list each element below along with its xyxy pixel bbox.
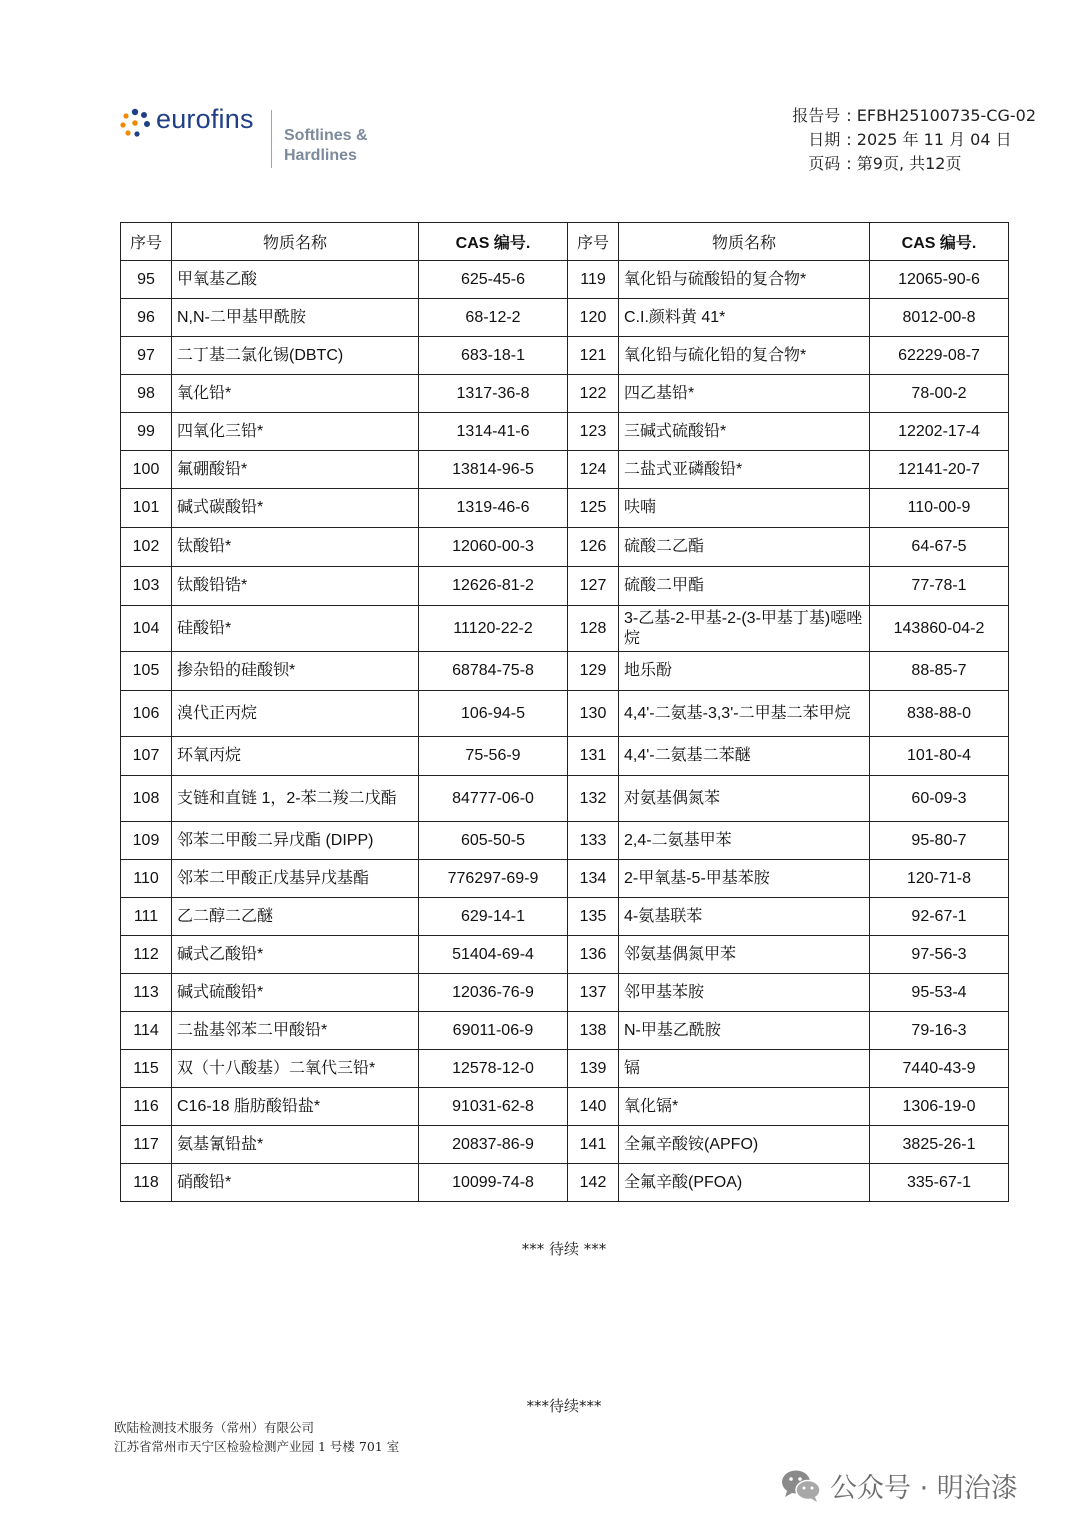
table-row bbox=[121, 489, 1009, 528]
cell-name-right: 氧化镉* bbox=[619, 1088, 870, 1126]
cell-name-left: 四氧化三铅* bbox=[172, 413, 419, 451]
cell-name-left: C16-18 脂肪酸铅盐* bbox=[172, 1088, 419, 1126]
cell-cas-left: 84777-06-0 bbox=[419, 776, 568, 822]
eurofins-dots-icon bbox=[120, 108, 152, 138]
cell-name-right: 硫酸二乙酯 bbox=[619, 528, 870, 567]
report-date-value: : 2025 年 11 月 04 日 bbox=[846, 130, 1012, 149]
cell-name-right: 4-氨基联苯 bbox=[619, 898, 870, 936]
table-row bbox=[121, 337, 1009, 375]
cell-cas-left: 51404-69-4 bbox=[419, 936, 568, 974]
cell-no-left: 97 bbox=[121, 337, 172, 375]
cell-name-right: 地乐酚 bbox=[619, 652, 870, 691]
cell-cas-left: 10099-74-8 bbox=[419, 1164, 568, 1202]
table-body bbox=[121, 261, 1009, 1202]
cell-cas-left: 776297-69-9 bbox=[419, 860, 568, 898]
cell-name-right: 呋喃 bbox=[619, 489, 870, 528]
table-row bbox=[121, 567, 1009, 606]
cell-cas-left: 68784-75-8 bbox=[419, 652, 568, 691]
cell-cas-right: 1306-19-0 bbox=[870, 1088, 1009, 1126]
cell-no-left: 105 bbox=[121, 652, 172, 691]
cell-name-left: 环氧丙烷 bbox=[172, 737, 419, 776]
table-row bbox=[121, 860, 1009, 898]
cell-name-right: 对氨基偶氮苯 bbox=[619, 776, 870, 822]
cell-no-left: 101 bbox=[121, 489, 172, 528]
cell-cas-right: 110-00-9 bbox=[870, 489, 1009, 528]
cell-name-left: 乙二醇二乙醚 bbox=[172, 898, 419, 936]
table-row bbox=[121, 1012, 1009, 1050]
cell-no-right: 135 bbox=[568, 898, 619, 936]
cell-cas-left: 69011-06-9 bbox=[419, 1012, 568, 1050]
cell-name-left: 钛酸铅* bbox=[172, 528, 419, 567]
cell-no-left: 111 bbox=[121, 898, 172, 936]
table-row bbox=[121, 652, 1009, 691]
cell-name-left: 邻苯二甲酸正戊基异戊基酯 bbox=[172, 860, 419, 898]
cell-cas-right: 62229-08-7 bbox=[870, 337, 1009, 375]
cell-cas-right: 77-78-1 bbox=[870, 567, 1009, 606]
continued-marker: *** 待续 *** bbox=[521, 1240, 607, 1258]
table-row bbox=[121, 1126, 1009, 1164]
cell-no-left: 110 bbox=[121, 860, 172, 898]
table-row bbox=[121, 413, 1009, 451]
cell-name-right: 4,4'-二氨基-3,3'-二甲基二苯甲烷 bbox=[619, 691, 870, 737]
cell-cas-left: 625-45-6 bbox=[419, 261, 568, 299]
cell-cas-right: 95-53-4 bbox=[870, 974, 1009, 1012]
page-number-label: 页码 bbox=[808, 154, 841, 173]
table-header-row bbox=[121, 223, 1009, 261]
logo-wordmark: eurofins bbox=[156, 104, 254, 134]
report-date-row bbox=[772, 128, 1036, 152]
cell-name-left: 溴代正丙烷 bbox=[172, 691, 419, 737]
continued-marker-footer: ***待续*** bbox=[526, 1397, 602, 1415]
cell-name-left: 支链和直链 1，2-苯二羧二戊酯 bbox=[172, 776, 419, 822]
cell-name-left: 碱式乙酸铅* bbox=[172, 936, 419, 974]
col-header-name-left: 物质名称 bbox=[172, 223, 419, 261]
cell-cas-left: 11120-22-2 bbox=[419, 606, 568, 652]
cell-name-right: 3-乙基-2-甲基-2-(3-甲基丁基)噁唑烷 bbox=[619, 606, 870, 652]
cell-no-left: 114 bbox=[121, 1012, 172, 1050]
cell-no-right: 139 bbox=[568, 1050, 619, 1088]
cell-cas-right: 60-09-3 bbox=[870, 776, 1009, 822]
report-number-value: : EFBH25100735-CG-02 bbox=[846, 106, 1036, 125]
cell-no-left: 104 bbox=[121, 606, 172, 652]
table-row bbox=[121, 936, 1009, 974]
cell-cas-right: 12065-90-6 bbox=[870, 261, 1009, 299]
cell-no-right: 136 bbox=[568, 936, 619, 974]
cell-no-right: 142 bbox=[568, 1164, 619, 1202]
cell-name-right: 邻氨基偶氮甲苯 bbox=[619, 936, 870, 974]
cell-no-right: 132 bbox=[568, 776, 619, 822]
report-number-label: 报告号 bbox=[792, 106, 841, 125]
cell-cas-left: 605-50-5 bbox=[419, 822, 568, 860]
logo-division bbox=[284, 126, 368, 166]
cell-cas-right: 95-80-7 bbox=[870, 822, 1009, 860]
table-row bbox=[121, 822, 1009, 860]
table-row bbox=[121, 1050, 1009, 1088]
cell-name-right: N-甲基乙酰胺 bbox=[619, 1012, 870, 1050]
cell-no-right: 122 bbox=[568, 375, 619, 413]
cell-cas-right: 335-67-1 bbox=[870, 1164, 1009, 1202]
cell-name-right: 三碱式硫酸铅* bbox=[619, 413, 870, 451]
cell-no-right: 133 bbox=[568, 822, 619, 860]
cell-cas-left: 106-94-5 bbox=[419, 691, 568, 737]
cell-name-left: 二丁基二氯化锡(DBTC) bbox=[172, 337, 419, 375]
cell-name-right: 硫酸二甲酯 bbox=[619, 567, 870, 606]
company-name: 欧陆检测技术服务（常州）有限公司 bbox=[114, 1420, 315, 1435]
col-header-no-left: 序号 bbox=[121, 223, 172, 261]
cell-cas-left: 12578-12-0 bbox=[419, 1050, 568, 1088]
cell-no-left: 106 bbox=[121, 691, 172, 737]
table-row bbox=[121, 451, 1009, 489]
cell-name-right: 氧化铅与硫酸铅的复合物* bbox=[619, 261, 870, 299]
cell-cas-right: 838-88-0 bbox=[870, 691, 1009, 737]
cell-no-left: 102 bbox=[121, 528, 172, 567]
cell-no-right: 141 bbox=[568, 1126, 619, 1164]
cell-cas-left: 629-14-1 bbox=[419, 898, 568, 936]
cell-no-left: 113 bbox=[121, 974, 172, 1012]
cell-no-right: 137 bbox=[568, 974, 619, 1012]
cell-no-left: 103 bbox=[121, 567, 172, 606]
cell-no-right: 129 bbox=[568, 652, 619, 691]
cell-cas-right: 79-16-3 bbox=[870, 1012, 1009, 1050]
cell-cas-left: 13814-96-5 bbox=[419, 451, 568, 489]
cell-name-left: 氟硼酸铅* bbox=[172, 451, 419, 489]
cell-cas-right: 78-00-2 bbox=[870, 375, 1009, 413]
table-row bbox=[121, 1088, 1009, 1126]
cell-name-left: 钛酸铅锆* bbox=[172, 567, 419, 606]
cell-no-left: 99 bbox=[121, 413, 172, 451]
substance-table bbox=[120, 222, 1009, 1202]
cell-name-left: 氨基氰铅盐* bbox=[172, 1126, 419, 1164]
company-info bbox=[114, 1418, 399, 1456]
cell-name-left: 掺杂铅的硅酸钡* bbox=[172, 652, 419, 691]
cell-name-left: 碱式硫酸铅* bbox=[172, 974, 419, 1012]
cell-name-right: 4,4'-二氨基二苯醚 bbox=[619, 737, 870, 776]
cell-no-right: 119 bbox=[568, 261, 619, 299]
company-address: 江苏省常州市天宁区检验检测产业园 1 号楼 701 室 bbox=[114, 1439, 400, 1454]
cell-cas-left: 1314-41-6 bbox=[419, 413, 568, 451]
cell-name-right: 二盐式亚磷酸铅* bbox=[619, 451, 870, 489]
cell-cas-right: 120-71-8 bbox=[870, 860, 1009, 898]
cell-name-left: 二盐基邻苯二甲酸铅* bbox=[172, 1012, 419, 1050]
cell-no-left: 112 bbox=[121, 936, 172, 974]
cell-cas-left: 68-12-2 bbox=[419, 299, 568, 337]
cell-no-right: 127 bbox=[568, 567, 619, 606]
cell-cas-right: 3825-26-1 bbox=[870, 1126, 1009, 1164]
logo-division-line1: Softlines & bbox=[284, 127, 368, 144]
cell-no-left: 118 bbox=[121, 1164, 172, 1202]
cell-cas-right: 143860-04-2 bbox=[870, 606, 1009, 652]
cell-name-right: 全氟辛酸(PFOA) bbox=[619, 1164, 870, 1202]
cell-no-right: 138 bbox=[568, 1012, 619, 1050]
cell-cas-left: 91031-62-8 bbox=[419, 1088, 568, 1126]
cell-no-left: 108 bbox=[121, 776, 172, 822]
cell-cas-right: 7440-43-9 bbox=[870, 1050, 1009, 1088]
cell-cas-right: 101-80-4 bbox=[870, 737, 1009, 776]
cell-no-left: 96 bbox=[121, 299, 172, 337]
col-header-no-right: 序号 bbox=[568, 223, 619, 261]
cell-no-right: 130 bbox=[568, 691, 619, 737]
col-header-cas-right: CAS 编号. bbox=[870, 223, 1009, 261]
cell-name-left: 硝酸铅* bbox=[172, 1164, 419, 1202]
page-number-value: : 第9页, 共12页 bbox=[846, 154, 962, 173]
cell-no-right: 121 bbox=[568, 337, 619, 375]
cell-cas-left: 683-18-1 bbox=[419, 337, 568, 375]
table-row bbox=[121, 691, 1009, 737]
cell-name-left: 碱式碳酸铅* bbox=[172, 489, 419, 528]
cell-name-left: 硅酸铅* bbox=[172, 606, 419, 652]
cell-name-right: 全氟辛酸铵(APFO) bbox=[619, 1126, 870, 1164]
wechat-watermark bbox=[780, 1466, 1018, 1505]
table-row bbox=[121, 737, 1009, 776]
cell-cas-right: 8012-00-8 bbox=[870, 299, 1009, 337]
report-meta bbox=[772, 104, 1036, 176]
cell-no-right: 126 bbox=[568, 528, 619, 567]
eurofins-logo bbox=[120, 104, 420, 168]
cell-no-left: 115 bbox=[121, 1050, 172, 1088]
cell-cas-left: 20837-86-9 bbox=[419, 1126, 568, 1164]
cell-no-left: 107 bbox=[121, 737, 172, 776]
watermark-text: 公众号 · 明治漆 bbox=[830, 1473, 1018, 1504]
cell-cas-right: 12202-17-4 bbox=[870, 413, 1009, 451]
cell-no-right: 128 bbox=[568, 606, 619, 652]
cell-no-left: 100 bbox=[121, 451, 172, 489]
cell-no-left: 116 bbox=[121, 1088, 172, 1126]
cell-cas-left: 1317-36-8 bbox=[419, 375, 568, 413]
cell-cas-left: 75-56-9 bbox=[419, 737, 568, 776]
cell-cas-right: 97-56-3 bbox=[870, 936, 1009, 974]
cell-name-right: C.I.颜料黄 41* bbox=[619, 299, 870, 337]
report-number-row bbox=[772, 104, 1036, 128]
cell-cas-left: 12626-81-2 bbox=[419, 567, 568, 606]
cell-cas-left: 1319-46-6 bbox=[419, 489, 568, 528]
table-row bbox=[121, 776, 1009, 822]
cell-name-right: 四乙基铅* bbox=[619, 375, 870, 413]
page-number-row bbox=[772, 152, 1036, 176]
cell-name-left: 氧化铅* bbox=[172, 375, 419, 413]
cell-no-left: 109 bbox=[121, 822, 172, 860]
cell-cas-right: 12141-20-7 bbox=[870, 451, 1009, 489]
cell-name-left: 邻苯二甲酸二异戊酯 (DIPP) bbox=[172, 822, 419, 860]
table-row bbox=[121, 898, 1009, 936]
table-row bbox=[121, 974, 1009, 1012]
table-row bbox=[121, 261, 1009, 299]
logo-divider bbox=[271, 110, 272, 168]
table-row bbox=[121, 606, 1009, 652]
wechat-icon bbox=[780, 1468, 822, 1504]
cell-name-right: 镉 bbox=[619, 1050, 870, 1088]
cell-cas-right: 64-67-5 bbox=[870, 528, 1009, 567]
cell-name-right: 邻甲基苯胺 bbox=[619, 974, 870, 1012]
table-row bbox=[121, 1164, 1009, 1202]
cell-cas-right: 92-67-1 bbox=[870, 898, 1009, 936]
cell-name-left: N,N-二甲基甲酰胺 bbox=[172, 299, 419, 337]
table-row bbox=[121, 299, 1009, 337]
logo-division-line2: Hardlines bbox=[284, 147, 357, 164]
cell-no-right: 125 bbox=[568, 489, 619, 528]
cell-no-right: 131 bbox=[568, 737, 619, 776]
cell-name-right: 氧化铅与硫化铅的复合物* bbox=[619, 337, 870, 375]
cell-no-right: 140 bbox=[568, 1088, 619, 1126]
cell-no-right: 124 bbox=[568, 451, 619, 489]
cell-cas-left: 12060-00-3 bbox=[419, 528, 568, 567]
cell-name-left: 双（十八酸基）二氧代三铅* bbox=[172, 1050, 419, 1088]
col-header-cas-left: CAS 编号. bbox=[419, 223, 568, 261]
cell-no-left: 95 bbox=[121, 261, 172, 299]
report-date-label: 日期 bbox=[808, 130, 841, 149]
table-row bbox=[121, 528, 1009, 567]
table-row bbox=[121, 375, 1009, 413]
cell-no-left: 98 bbox=[121, 375, 172, 413]
cell-name-right: 2-甲氧基-5-甲基苯胺 bbox=[619, 860, 870, 898]
col-header-name-right: 物质名称 bbox=[619, 223, 870, 261]
cell-cas-left: 12036-76-9 bbox=[419, 974, 568, 1012]
cell-no-right: 134 bbox=[568, 860, 619, 898]
cell-no-left: 117 bbox=[121, 1126, 172, 1164]
cell-name-right: 2,4-二氨基甲苯 bbox=[619, 822, 870, 860]
cell-name-left: 甲氧基乙酸 bbox=[172, 261, 419, 299]
cell-cas-right: 88-85-7 bbox=[870, 652, 1009, 691]
cell-no-right: 120 bbox=[568, 299, 619, 337]
cell-no-right: 123 bbox=[568, 413, 619, 451]
